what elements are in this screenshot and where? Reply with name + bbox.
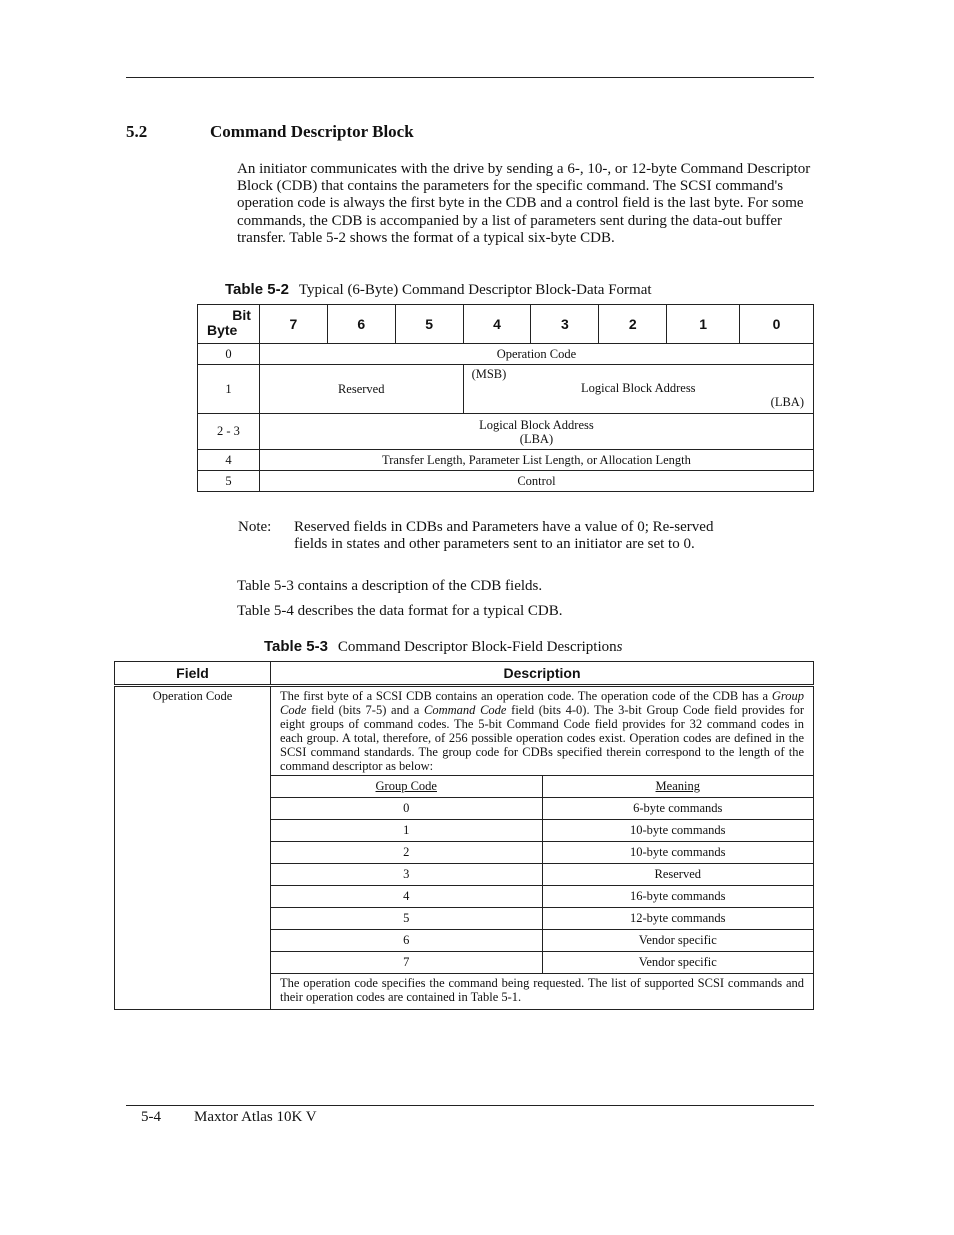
- table-row: [198, 471, 814, 492]
- description-header: Description: [271, 662, 814, 686]
- reference-line-2: Table 5-4 describes the data format for a typical CDB.: [237, 603, 563, 619]
- table-label: Table 5-2: [225, 281, 289, 298]
- table-caption-text: Command Descriptor Block-Field Description: [337, 639, 617, 655]
- bit-6-header: 6: [327, 305, 395, 344]
- lba-label: Logical Block Address: [580, 381, 696, 395]
- group-code-row: 4 16-byte commands: [271, 886, 813, 908]
- group-code-table: [271, 775, 813, 974]
- cdb-format-table: [197, 304, 814, 492]
- table-header-row: [198, 305, 814, 344]
- table-header-row: [115, 662, 814, 686]
- lba-label: Logical Block Address: [479, 417, 594, 432]
- group-code-row: 7 Vendor specific: [271, 952, 813, 974]
- bit-0-header: 0: [740, 305, 814, 344]
- byte-cell: 4: [198, 450, 260, 471]
- byte-cell: 5: [198, 471, 260, 492]
- group-code-header: Group Code: [271, 776, 542, 798]
- group-code-row: 6 Vendor specific: [271, 930, 813, 952]
- closing-text: The operation code specifies the command being requested. The list of supported SCSI commands and their operation codes are contained in Table 5-1.: [280, 976, 804, 1004]
- field-name-cell: Operation Code: [115, 686, 271, 1010]
- table-5-3-caption: [264, 638, 622, 656]
- group-code-row: 1 10-byte commands: [271, 820, 813, 842]
- reserved-cell: Reserved: [259, 365, 463, 414]
- byte-label: Byte: [207, 322, 238, 338]
- byte-cell: 1: [198, 365, 260, 414]
- bit-5-header: 5: [395, 305, 463, 344]
- note-text: Reserved fields in CDBs and Parameters have a value of 0; Re-served fields in states and other parameters sent to an initiator are set to 0.: [294, 519, 714, 552]
- lba-cell: [463, 365, 813, 414]
- reference-line-1: Table 5-3 contains a description of the CDB fields.: [237, 578, 543, 594]
- byte-cell: 0: [198, 344, 260, 365]
- group-code-row: 0 6-byte commands: [271, 798, 813, 820]
- bit-label: Bit: [232, 307, 251, 323]
- table-5-2-caption: [225, 281, 652, 299]
- table-row: [198, 344, 814, 365]
- bit-7-header: 7: [259, 305, 327, 344]
- meaning-header: Meaning: [542, 776, 813, 798]
- table-row: [115, 686, 814, 1010]
- field-description-table: [114, 661, 814, 1010]
- footer-page-number: 5-4: [141, 1109, 161, 1125]
- table-row: [198, 365, 814, 414]
- table-row: [198, 414, 814, 450]
- header-rule: [126, 77, 814, 78]
- footer-rule: [126, 1105, 814, 1106]
- group-code-header-row: [271, 776, 813, 798]
- table-caption-text: Typical (6-Byte) Command Descriptor Block-Data Format: [298, 282, 652, 298]
- bit-3-header: 3: [531, 305, 599, 344]
- lba-continued-cell: [259, 414, 813, 450]
- table-row: [198, 450, 814, 471]
- table-label: Table 5-3: [264, 638, 328, 655]
- footer-title: Maxtor Atlas 10K V: [194, 1109, 317, 1125]
- table-caption-end: s: [616, 639, 623, 655]
- intro-paragraph: An initiator communicates with the drive by sending a 6-, 10-, or 12-byte Command Descriptor Block (CDB) that contains the parameters for the specific command. The SCSI command's operation code is always the first byte in the CDB and a control field is the last byte. For some commands, the CDB is accompanied by a list of parameters sent during the data-out buffer transfer. Table 5-2 shows the format of a typical six-byte CDB.: [237, 161, 811, 246]
- byte-cell: 2 - 3: [198, 414, 260, 450]
- description-cell: [271, 686, 814, 1010]
- section-title: Command Descriptor Block: [210, 122, 414, 141]
- field-header: Field: [115, 662, 271, 686]
- bit-byte-header: [198, 305, 260, 344]
- section-number: 5.2: [126, 122, 148, 141]
- operation-code-cell: Operation Code: [259, 344, 813, 365]
- lba-abbrev: (LBA): [770, 395, 804, 409]
- group-code-row: 3 Reserved: [271, 864, 813, 886]
- bit-2-header: 2: [599, 305, 667, 344]
- transfer-length-cell: Transfer Length, Parameter List Length, or Allocation Length: [259, 450, 813, 471]
- bit-4-header: 4: [463, 305, 531, 344]
- note-label: Note:: [238, 519, 272, 535]
- group-code-row: 5 12-byte commands: [271, 908, 813, 930]
- description-text: The first byte of a SCSI CDB contains an operation code. The operation code of the CDB has a Group Code field (bits 7-5) and a Command Code field (bits 4-0). The 3-bit Group Code field provides for eight groups of command codes. The 5-bit Command Code field provides for 32 command codes in each group. A total, therefore, of 256 possible operation codes exist. Operation codes are defined in the SCSI command standards. The group code for CDBs specified therein correspond to the length of the command descriptor as below:: [280, 689, 804, 773]
- group-code-row: 2 10-byte commands: [271, 842, 813, 864]
- msb-label: (MSB): [471, 367, 507, 381]
- control-cell: Control: [259, 471, 813, 492]
- lba-abbrev: (LBA): [519, 431, 554, 446]
- bit-1-header: 1: [667, 305, 740, 344]
